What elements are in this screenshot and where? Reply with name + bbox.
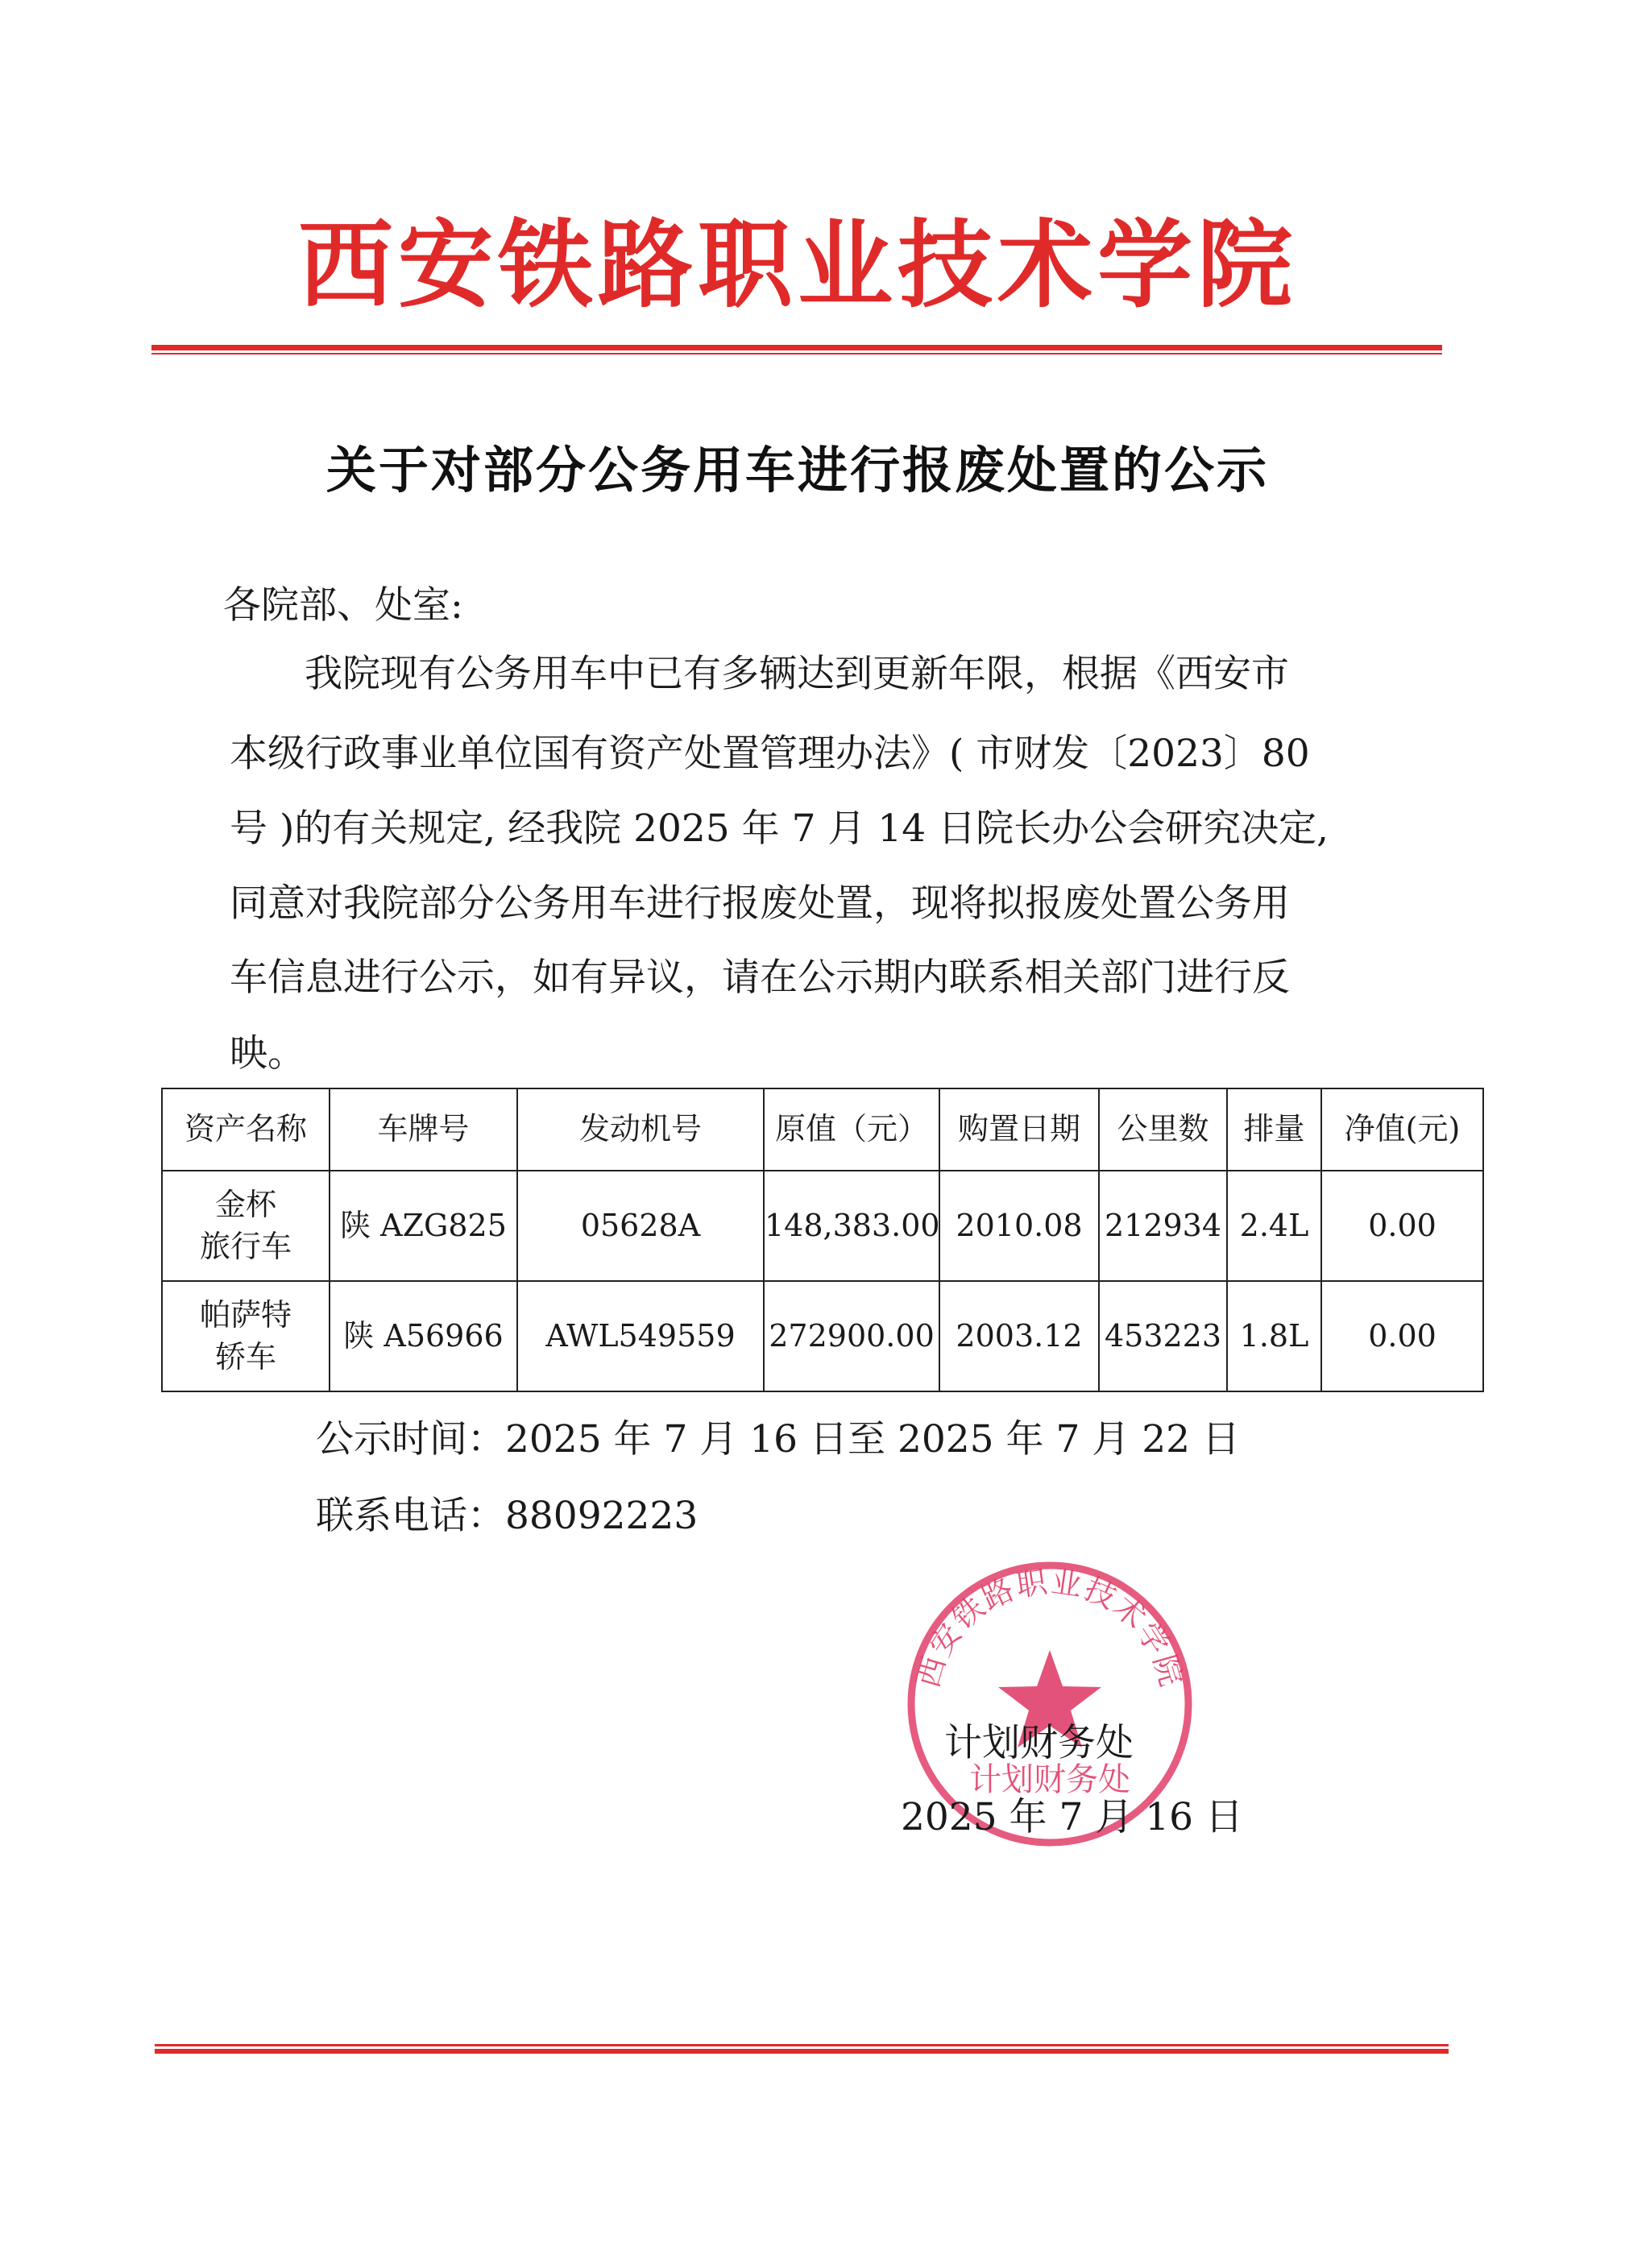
document-title: 关于对部分公务用车进行报废处置的公示: [325, 441, 1269, 500]
purchase-date-cell: 2003.12: [939, 1281, 1099, 1391]
header-original-value: 原值（元）: [764, 1088, 939, 1171]
notice-period: 公示时间：2025 年 7 月 16 日至 2025 年 7 月 22 日: [316, 1417, 1240, 1462]
signature-department: 计划财务处: [944, 1721, 1134, 1765]
asset-table: [161, 1088, 1484, 1392]
table-row: [162, 1281, 1483, 1391]
header-mileage: 公里数: [1099, 1088, 1227, 1171]
original-value-cell: 272900.00: [764, 1281, 939, 1391]
header-displacement: 排量: [1227, 1088, 1321, 1171]
svg-text:计划财务处: 计划财务处: [969, 1761, 1130, 1798]
footer-rule-thick: [155, 2049, 1449, 2054]
signature-date: 2025 年 7 月 16 日: [901, 1795, 1244, 1839]
engine-cell: 05628A: [517, 1171, 764, 1281]
mileage-cell: 212934: [1099, 1171, 1227, 1281]
asset-name-cell: [162, 1281, 330, 1391]
mileage-cell: 453223: [1099, 1281, 1227, 1391]
net-value-cell: 0.00: [1321, 1171, 1483, 1281]
header-asset-name: 资产名称: [162, 1088, 330, 1171]
header-plate: 车牌号: [330, 1088, 517, 1171]
body-line-6: 映。: [230, 1031, 305, 1076]
letterhead-rule: [151, 345, 1442, 350]
asset-name-line: 金杯: [214, 1187, 276, 1223]
displacement-cell: 1.8L: [1227, 1281, 1321, 1391]
purchase-date-cell: 2010.08: [939, 1171, 1099, 1281]
asset-name-line: 帕萨特: [199, 1297, 292, 1333]
plate-cell: 陕 AZG825: [330, 1171, 517, 1281]
body-line-1: 我院现有公务用车中已有多辆达到更新年限，根据《西安市: [305, 652, 1289, 696]
asset-name-cell: [162, 1171, 330, 1281]
letterhead: 西安铁路职业技术学院: [297, 209, 1297, 321]
footer-rule: [155, 2044, 1449, 2046]
asset-name-line: 旅行车: [199, 1228, 292, 1264]
header-net-value: 净值(元): [1321, 1088, 1483, 1171]
body-line-4: 同意对我院部分公务用车进行报废处置，现将拟报废处置公务用: [230, 881, 1290, 926]
header-engine: 发动机号: [517, 1088, 764, 1171]
body-line-3: 号 )的有关规定, 经我院 2025 年 7 月 14 日院长办公会研究决定,: [230, 806, 1329, 851]
table-header-row: [162, 1088, 1483, 1171]
salutation: 各院部、处室:: [223, 583, 463, 628]
letterhead-rule-thin: [151, 353, 1442, 355]
header-purchase-date: 购置日期: [939, 1088, 1099, 1171]
asset-name-line: 轿车: [214, 1338, 276, 1374]
original-value-cell: 148,383.00: [764, 1171, 939, 1281]
table-row: [162, 1171, 1483, 1281]
body-line-2: 本级行政事业单位国有资产处置管理办法》( 市财发〔2023〕80: [230, 732, 1310, 776]
contact-phone: 联系电话：88092223: [316, 1494, 699, 1538]
plate-cell: 陕 A56966: [330, 1281, 517, 1391]
svg-text:西安铁路职业技术学院: 西安铁路职业技术学院: [910, 1563, 1190, 1692]
body-line-5: 车信息进行公示，如有异议，请在公示期内联系相关部门进行反: [230, 956, 1290, 1000]
net-value-cell: 0.00: [1321, 1281, 1483, 1391]
displacement-cell: 2.4L: [1227, 1171, 1321, 1281]
engine-cell: AWL549559: [517, 1281, 764, 1391]
